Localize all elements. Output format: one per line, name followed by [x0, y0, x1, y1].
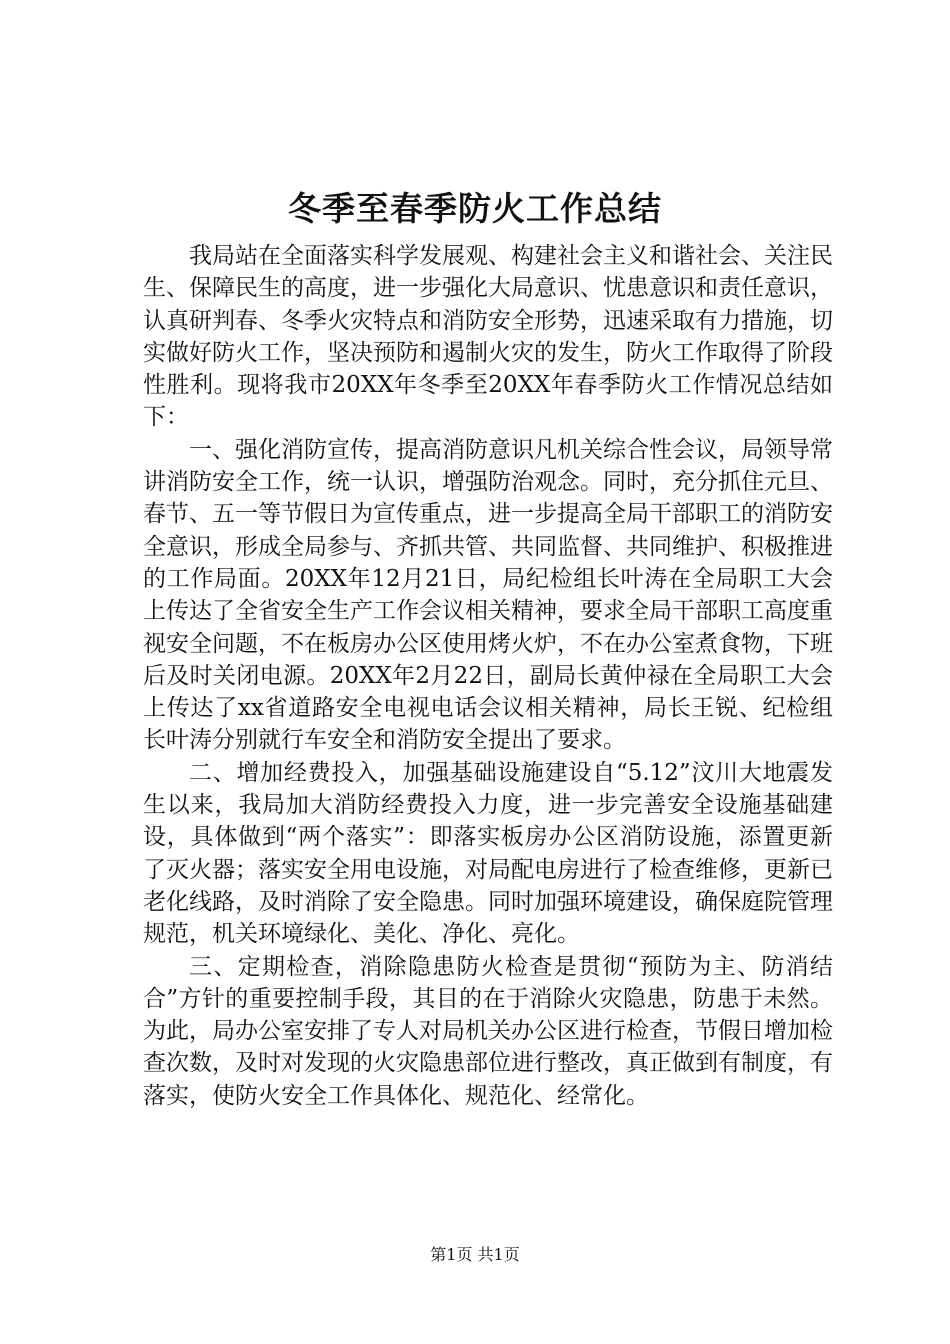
- document-body: [143, 240, 833, 1112]
- paragraph-section-3: 三、定期检查，消除隐患防火检查是贯彻“预防为主、防消结合”方针的重要控制手段，其目的在于消除火灾隐患，防患于未然。为此，局办公室安排了专人对局机关办公区进行检查，节假日增加检查次数，及时对发现的火灾隐患部位进行整改，真正做到有制度，有落实，使防火安全工作具体化、规范化、经常化。: [143, 953, 833, 1109]
- paragraph-section-2: 二、增加经费投入，加强基础设施建设自“5.12”汶川大地震发生以来，我局加大消防经费投入力度，进一步完善安全设施基础建设，具体做到“两个落实”：即落实板房办公区消防设施，添置更新了灭火器；落实安全用电设施，对局配电房进行了检查维修，更新已老化线路，及时消除了安全隐患。同时加强环境建设，确保庭院管理规范，机关环境绿化、美化、净化、亮化。: [143, 759, 833, 948]
- page-number-footer: 第1页 共1页: [430, 1245, 520, 1264]
- paragraph-intro: 我局站在全面落实科学发展观、构建社会主义和谐社会、关注民生、保障民生的高度，进一步强化大局意识、忧患意识和责任意识，认真研判春、冬季火灾特点和消防安全形势，迅速采取有力措施，切实做好防火工作，坚决预防和遏制火灾的发生，防火工作取得了阶段性胜利。现将我市20XX年冬季至20XX年春季防火工作情况总结如下：: [143, 243, 833, 431]
- document-title: 冬季至春季防火工作总结: [288, 189, 662, 228]
- paragraph-section-1: 一、强化消防宣传，提高消防意识凡机关综合性会议，局领导常讲消防安全工作，统一认识，增强防治观念。同时，充分抓住元旦、春节、五一等节假日为宣传重点，进一步提高全局干部职工的消防安全意识，形成全局参与、齐抓共管、共同监督、共同维护、积极推进的工作局面。20XX年12月21日，局纪检组长叶涛在全局职工大会上传达了全省安全生产工作会议相关精神，要求全局干部职工高度重视安全问题，不在板房办公区使用烤火炉，不在办公室煮食物，下班后及时关闭电源。20XX年2月22日，副局长黄仲禄在全局职工大会上传达了xx省道路安全电视电话会议相关精神，局长王锐、纪检组长叶涛分别就行车安全和消防安全提出了要求。: [143, 436, 833, 754]
